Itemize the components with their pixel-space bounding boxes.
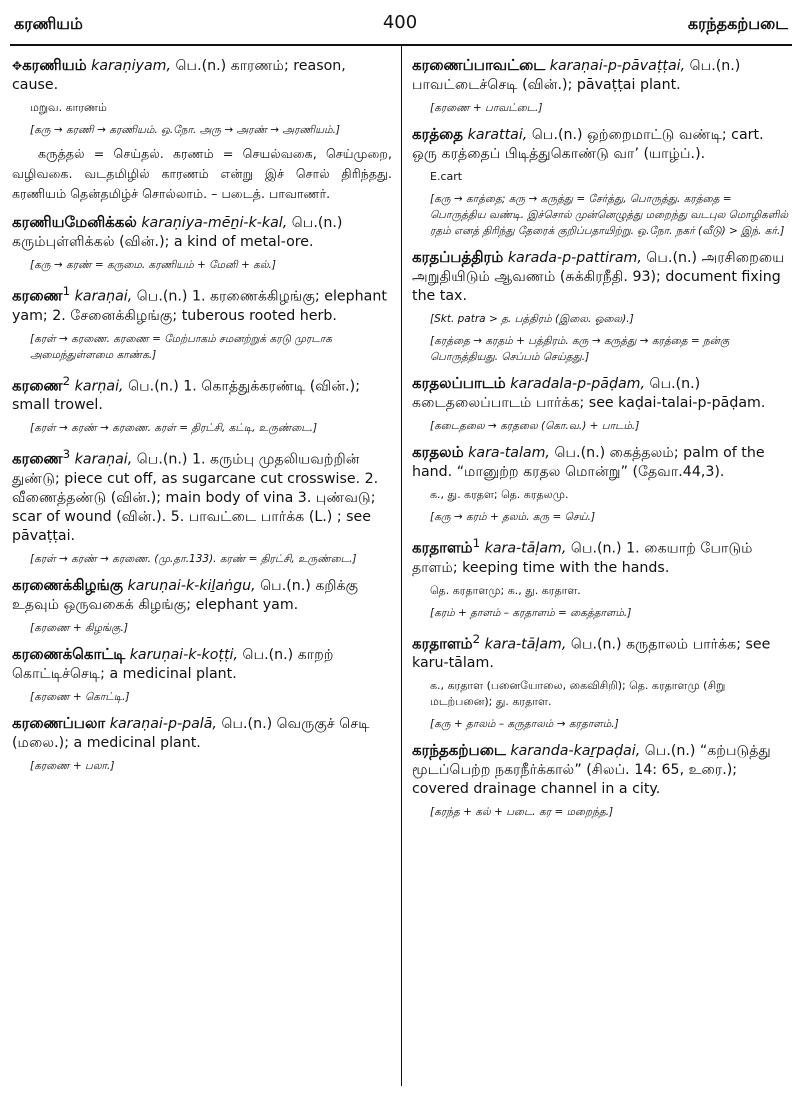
- entry-line: [412, 125, 790, 164]
- dictionary-entry: [12, 714, 392, 774]
- entry-line: [412, 56, 790, 95]
- transliteration: kara-tāḷam,: [484, 540, 567, 557]
- transliteration: karaṇai-p-pāvaṭṭai,: [549, 58, 686, 74]
- entry-line: [12, 213, 392, 252]
- transliteration: karaṇai-p-palā,: [109, 716, 217, 733]
- part-of-speech: பெ.(n.): [644, 743, 696, 760]
- definition: பாவட்டைச்செடி (வின்.); pāvaṭṭai plant.: [412, 77, 681, 93]
- definition: காரணம்; reason, cause.: [12, 58, 346, 93]
- part-of-speech: பெ.(n.): [128, 378, 179, 395]
- etymology: [கரத்தை → கரதம் + பத்திரம். கரு → கருத்து → கரத்தை = நன்கு பொருத்தியது. செப்பம் செய்தது.]: [430, 335, 730, 363]
- etymology: [கரணை + கிழங்கு.]: [30, 622, 128, 635]
- dictionary-entry: [412, 125, 790, 239]
- entry-line: [12, 714, 392, 753]
- definition: காறற் கொட்டிச்செடி; a medicinal plant.: [12, 647, 334, 683]
- transliteration: karuṇai-k-kiḻaṅgu,: [127, 578, 256, 595]
- etymology: [கரு → கரணி → கரணியம். ஒ.நோ. அரு → அரண் → அரணியம்.]: [30, 124, 341, 136]
- page-header: [0, 0, 800, 44]
- dictionary-entry: [12, 576, 392, 636]
- part-of-speech: பெ.(n.): [260, 578, 311, 595]
- dictionary-entry: [12, 645, 392, 705]
- part-of-speech: பெ.(n.): [221, 716, 273, 733]
- definition: “கற்படுத்து மூடப்பெற்ற நகரநீர்க்கால்” (சிலப். 14: 65, உரை.); covered drainage channel in a city.: [412, 743, 771, 798]
- definition: வெருகுச் செடி (மலை.); a medicinal plant.: [12, 716, 370, 752]
- homonym-number: 3: [62, 447, 71, 462]
- transliteration: karattai,: [467, 127, 528, 143]
- part-of-speech: பெ.(n.): [242, 647, 294, 664]
- headword: கரத்தை: [412, 125, 464, 143]
- definition: கருதாலம் பார்க்க; see karu-tālam.: [412, 636, 771, 672]
- dictionary-entry: [12, 445, 392, 567]
- entry-line: [412, 630, 790, 674]
- dictionary-entry: [12, 56, 392, 204]
- definition: அரசிறையை அறுதியிடும் ஆவணம் (சுக்கிரநீதி. 93); document fixing the tax.: [412, 250, 785, 304]
- cognates: E.cart: [430, 170, 463, 183]
- entry-line: [412, 443, 790, 482]
- part-of-speech: பெ.(n.): [554, 445, 606, 461]
- dictionary-entry: [412, 374, 790, 434]
- column-divider: [401, 46, 402, 1086]
- headword: கரணியம்: [22, 56, 87, 74]
- dictionary-entry: [412, 630, 790, 733]
- part-of-speech: பெ.(n.): [136, 452, 188, 469]
- cognates: மறுவ. காரணம்: [30, 101, 107, 114]
- entry-line: [412, 741, 790, 799]
- transliteration: karadala-p-pāḍam,: [510, 376, 646, 392]
- definition: கடைதலைப்பாடம் பார்க்க; see kaḍai-talai-p-pāḍam.: [412, 395, 766, 411]
- part-of-speech: பெ.(n.): [649, 376, 701, 392]
- etymology: [கடைதலை → கரதலை (கொ.வ.) + பாடம்.]: [430, 420, 640, 432]
- right-column: [412, 56, 790, 1090]
- etymology: [கரணை + கொட்டி.]: [30, 691, 130, 704]
- headword: கரணைக்கொட்டி: [12, 645, 126, 664]
- headword: கரணியமேனிக்கல்: [12, 213, 137, 231]
- homonym-number: 1: [472, 536, 481, 550]
- headword: கரணைப்பலா: [12, 714, 106, 733]
- headword: கரந்தகற்படை: [412, 741, 506, 760]
- transliteration: karuṇai-k-koṭṭi,: [129, 647, 239, 664]
- dictionary-entry: [412, 248, 790, 365]
- part-of-speech: பெ.(n.): [175, 58, 227, 74]
- transliteration: karada-p-pattiram,: [507, 250, 642, 266]
- etymology: [கரு → காத்தை; கரு → கருத்து = சேர்த்து, பொருத்து. கரத்தை = பொருத்திய வண்டி. இச்சொல் முன்னெழுத்து மறைந்து வடபுல மொழிகளில் ரதம் எனத் திரிந்து தேரைக் குறிப்பதாயிற்று. ஒ.நோ. நகர் (வீடு) > இந். கர்.]: [430, 193, 789, 237]
- entry-line: [12, 576, 392, 615]
- part-of-speech: பெ.(n.): [291, 215, 343, 231]
- transliteration: kara-talam,: [468, 445, 550, 461]
- etymology: [கரணை + பாவட்டை.]: [430, 102, 543, 114]
- left-column: [12, 56, 392, 1090]
- headword: கரதலப்பாடம்: [412, 374, 506, 392]
- part-of-speech: பெ.(n.): [570, 636, 622, 653]
- dictionary-entry: [12, 372, 392, 437]
- cognates: க., து. கரதள; தெ. கரதலமு.: [430, 488, 569, 501]
- etymology: [கரம் + தாளம் – கரதாளம் = கைத்தாளம்.]: [430, 606, 632, 619]
- page-number: 400: [382, 12, 418, 33]
- transliteration: karaṇai,: [74, 452, 133, 469]
- etymology: [கரு → கரம் + தலம். கரு = செய்.]: [430, 511, 596, 523]
- entry-mark: ✥: [12, 59, 23, 73]
- entry-line: [12, 445, 392, 546]
- headword: கரதாளம்: [412, 538, 473, 557]
- entry-line: [412, 248, 790, 306]
- definition: கைத்தலம்; palm of the hand. “மானுற்ற கரதல மொன்று” (தேவா.44,3).: [412, 445, 765, 480]
- etymology: [கரு → கரண் = கருமை. கரணியம் + மேனி + கல்.]: [30, 259, 276, 271]
- headword: கரணை: [12, 286, 63, 305]
- homonym-number: 2: [62, 373, 71, 388]
- homonym-number: 2: [472, 631, 481, 646]
- headword: கரணைக்கிழங்கு: [12, 576, 123, 595]
- headword: கரதப்பத்திரம்: [412, 248, 504, 266]
- dictionary-entry: [412, 741, 790, 820]
- etymology: [கரந்த + கல் + படை. கர = மறைந்த.]: [430, 806, 614, 819]
- etymology: [Skt. patra > த. பத்திரம் (இலை. ஓலை).]: [430, 313, 634, 325]
- part-of-speech: பெ.(n.): [646, 250, 698, 266]
- part-of-speech: பெ.(n.): [570, 540, 622, 557]
- headword: கரணை: [12, 376, 63, 395]
- etymology: [கரணை + பலா.]: [30, 760, 115, 773]
- etymology: [கரள் → கரணை. கரணை = மேற்பாகம் சமனற்றுக் கரடு முரடாக அமைந்துள்ளமை காண்க.]: [30, 332, 332, 361]
- part-of-speech: பெ.(n.): [689, 58, 741, 74]
- definition: கறிக்கு உதவும் ஒருவகைக் கிழங்கு; elephant yam.: [12, 578, 359, 614]
- running-head-right: கரந்தகற்படை: [687, 14, 788, 33]
- entry-line: [12, 372, 392, 416]
- entry-line: [412, 534, 790, 578]
- definition: 1. கரணைக்கிழங்கு; elephant yam; 2. சேனைக்கிழங்கு; tuberous rooted herb.: [12, 288, 387, 324]
- transliteration: karaṇiya-mēṉi-k-kal,: [141, 215, 288, 231]
- entry-line: [12, 56, 392, 95]
- dictionary-entry: [12, 282, 392, 363]
- usage-note: கருத்தல் = செய்தல். கரணம் = செயல்வகை, செய்முறை, வழிவகை. வடதமிழில் காரணம் என்று இச் சொல் திரிந்தது. கரணியம் தென்தமிழ்ச் சொல்லாம். – படைத். பாவாணர்.: [12, 146, 392, 201]
- headword: கரணை: [12, 450, 63, 469]
- cognates: க., கரதாள (பனையோலை, கைவிசிறி); தெ. கரதாளமு (சிறு மடற்பனை); து. கரதாள.: [430, 679, 726, 709]
- part-of-speech: பெ.(n.): [531, 127, 583, 143]
- transliteration: karaṇai,: [74, 288, 133, 305]
- etymology: [கரு + தாலம் – கருதாலம் → கரதாளம்.]: [430, 718, 619, 731]
- running-head-left: கரணியம்: [14, 14, 83, 33]
- transliteration: karanda-kaṟpaḍai,: [510, 743, 641, 760]
- dictionary-entry: [412, 443, 790, 525]
- headword: கரதாளம்: [412, 634, 473, 653]
- entry-line: [12, 645, 392, 684]
- etymology: [கரள் → கரண் → கரணை. (மு.தா.133). கரண் = திரட்சி, உருண்டை.]: [30, 553, 357, 566]
- cognates: தெ. கரதாளமு; க., து. கரதாள.: [430, 583, 581, 597]
- headword: கரணைப்பாவட்டை: [412, 56, 546, 74]
- transliteration: karṇai,: [74, 378, 124, 395]
- definition: 1. கொத்துக்கரண்டி (வின்.); small trowel.: [12, 378, 360, 414]
- transliteration: karaṇiyam,: [91, 58, 171, 74]
- etymology: [கரள் → கரண் → கரணை. கரள் = திரட்சி, கட்டி, உருண்டை.]: [30, 422, 318, 435]
- part-of-speech: பெ.(n.): [136, 288, 188, 305]
- definition: 1. கையாற் போடும் தாளம்; keeping time with the hands.: [412, 540, 753, 576]
- definition: ஒற்றைமாட்டு வண்டி; cart. ஒரு கரத்தைப் பிடித்துகொண்டு வா’ (யாழ்ப்.).: [412, 127, 764, 162]
- entry-line: [12, 282, 392, 326]
- headword: கரதலம்: [412, 443, 464, 461]
- dictionary-entry: [12, 213, 392, 273]
- entry-line: [412, 374, 790, 413]
- dictionary-entry: [412, 534, 790, 621]
- transliteration: kara-tāḷam,: [484, 636, 567, 653]
- homonym-number: 1: [62, 284, 71, 298]
- definition: 1. கரும்பு முதலியவற்றின் துண்டு; piece cut off, as sugarcane cut crosswise. 2. வீணைத்தண்டு (வின்.); main body of vina 3. புண்வடு; scar of wound (வின்.). 5. பாவட்டை பார்க்க (L.) ; see pāvaṭṭai.: [12, 452, 379, 545]
- definition: கரும்புள்ளிக்கல் (வின்.); a kind of metal-ore.: [12, 234, 314, 250]
- dictionary-entry: [412, 56, 790, 116]
